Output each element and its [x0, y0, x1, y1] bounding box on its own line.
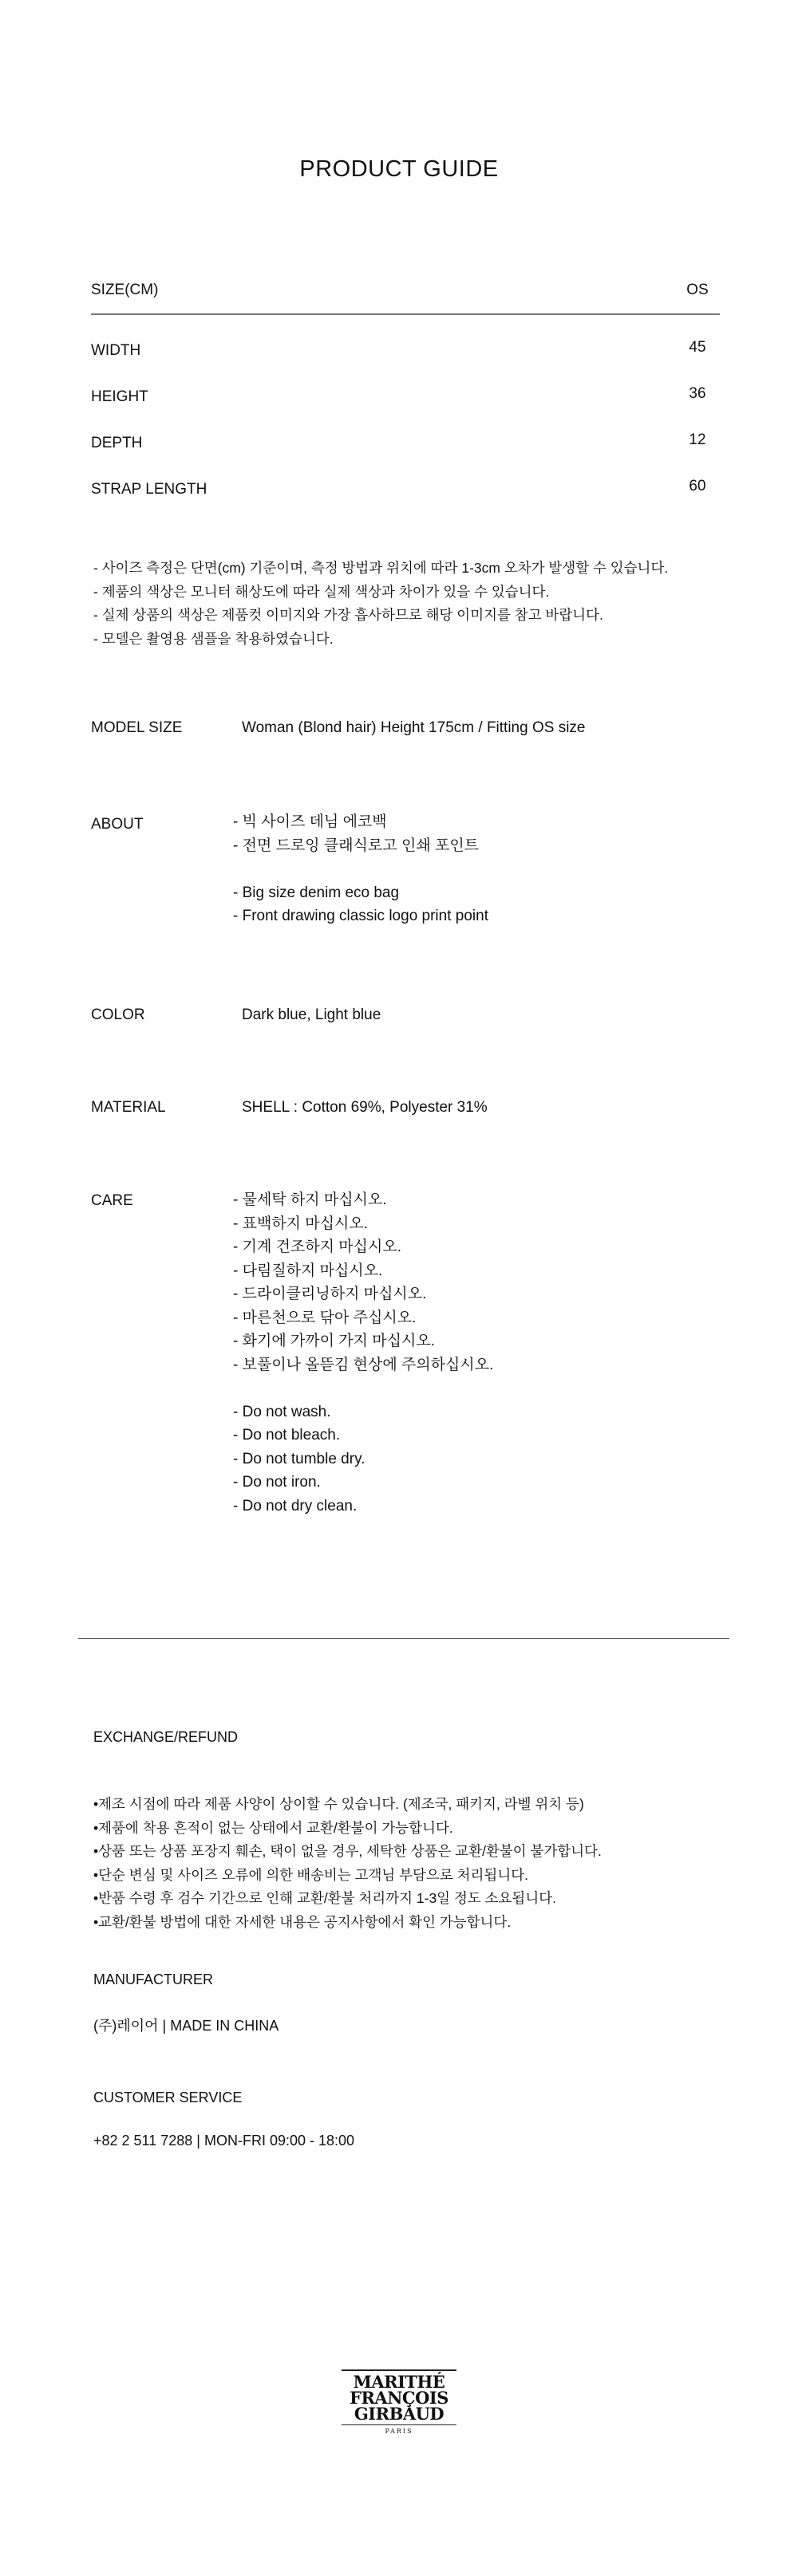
size-table-rule [91, 313, 720, 315]
size-row [91, 385, 713, 406]
about-line: - 전면 드로잉 클래식로고 인쇄 포인트 [233, 837, 480, 854]
size-row [91, 339, 713, 360]
care-line: - Do not bleach. [233, 1427, 341, 1444]
care-line: - Do not iron. [233, 1474, 321, 1491]
size-row-label: STRAP LENGTH [91, 481, 207, 498]
exchange-line: •단순 변심 및 사이즈 오류에 의한 배송비는 고객님 부담으로 처리됩니다. [93, 1866, 528, 1883]
care-line: - 드라이클리닝하지 마십시오. [233, 1286, 427, 1302]
color-value: Dark blue, Light blue [242, 1006, 381, 1023]
brand-logo [342, 2369, 456, 2443]
material-value: SHELL : Cotton 69%, Polyester 31% [242, 1099, 488, 1116]
care-line: - Do not wash. [233, 1403, 331, 1420]
size-row [91, 431, 713, 452]
logo-word: FRANÇOIS [350, 2387, 448, 2408]
about-label: ABOUT [91, 816, 144, 833]
model-size-label: MODEL SIZE [91, 719, 183, 736]
care-line: - 마른천으로 닦아 주십시오. [233, 1309, 417, 1326]
customer-service-title: CUSTOMER SERVICE [93, 2090, 243, 2105]
material-label: MATERIAL [91, 1099, 166, 1116]
exchange-line: •교환/환불 방법에 대한 자세한 내용은 공지사항에서 확인 가능합니다. [93, 1913, 512, 1930]
manufacturer-title: MANUFACTURER [93, 1971, 214, 1987]
size-header-label: SIZE(CM) [91, 282, 159, 298]
logo-word: GIRBAUD [354, 2403, 444, 2424]
note-line: - 실제 상품의 색상은 제품컷 이미지와 가장 흡사하므로 해당 이미지를 참고 바랍니다. [93, 607, 603, 623]
logo-word: MARITHÉ [353, 2371, 445, 2392]
exchange-list [93, 1793, 602, 1934]
exchange-line: •반품 수령 후 검수 기간으로 인해 교환/환불 처리까지 1-3일 정도 소요됩니다. [93, 1890, 557, 1906]
exchange-title: EXCHANGE/REFUND [93, 1729, 239, 1745]
size-row-label: HEIGHT [91, 388, 148, 405]
care-line: - 표백하지 마십시오. [233, 1215, 368, 1232]
logo-rule [342, 2369, 456, 2371]
logo-rule [342, 2424, 456, 2426]
care-line: - Do not tumble dry. [233, 1450, 365, 1467]
exchange-line: •상품 또는 상품 포장지 훼손, 택이 없을 경우, 세탁한 상품은 교환/환불이 불가합니다. [93, 1843, 602, 1859]
about-text [233, 810, 488, 928]
section-divider [78, 1638, 729, 1639]
care-text [233, 1188, 493, 1518]
color-label: COLOR [91, 1006, 145, 1023]
exchange-line: •제품에 착용 흔적이 없는 상태에서 교환/환불이 가능합니다. [93, 1819, 453, 1836]
care-line: - Do not dry clean. [233, 1497, 358, 1514]
care-label: CARE [91, 1192, 133, 1209]
care-line: - 기계 건조하지 마십시오. [233, 1239, 401, 1255]
size-row-value: 45 [689, 339, 706, 356]
size-row-label: DEPTH [91, 435, 143, 451]
note-line: - 사이즈 측정은 단면(cm) 기준이며, 측정 방법과 위치에 따라 1-3cm 오차가 발생할 수 있습니다. [93, 560, 669, 576]
size-row-value: 12 [689, 431, 706, 448]
logo-paris: PARIS [385, 2428, 413, 2435]
manufacturer-value: (주)레이어 | MADE IN CHINA [93, 2018, 279, 2034]
care-line: - 다림질하지 마십시오. [233, 1262, 383, 1279]
page-title: PRODUCT GUIDE [299, 156, 499, 182]
care-line: - 화기에 가까이 가지 마십시오. [233, 1333, 435, 1349]
size-row-value: 60 [689, 478, 706, 494]
note-line: - 모델은 촬영용 샘플을 착용하였습니다. [93, 630, 334, 647]
customer-service-value: +82 2 511 7288 | MON-FRI 09:00 - 18:00 [93, 2133, 355, 2149]
model-size-value: Woman (Blond hair) Height 175cm / Fitting OS size [242, 719, 586, 736]
exchange-line: •제조 시점에 따라 제품 사양이 상이할 수 있습니다. (제조국, 패키지, 라벨 위치 등) [93, 1796, 584, 1812]
size-row-label: WIDTH [91, 342, 141, 359]
size-row-value: 36 [689, 385, 706, 402]
about-line: - Big size denim eco bag [233, 884, 400, 901]
size-row [91, 478, 713, 498]
size-notes [93, 557, 668, 651]
about-line: - 빅 사이즈 데님 에코백 [233, 813, 387, 830]
care-line: - 보풀이나 올뜯김 현상에 주의하십시오. [233, 1356, 494, 1373]
about-line: - Front drawing classic logo print point [233, 908, 488, 924]
note-line: - 제품의 색상은 모니터 해상도에 따라 실제 색상과 차이가 있을 수 있습니다. [93, 583, 550, 600]
size-header-value: OS [686, 282, 709, 298]
size-table-header [91, 282, 713, 299]
care-line: - 물세탁 하지 마십시오. [233, 1191, 387, 1208]
